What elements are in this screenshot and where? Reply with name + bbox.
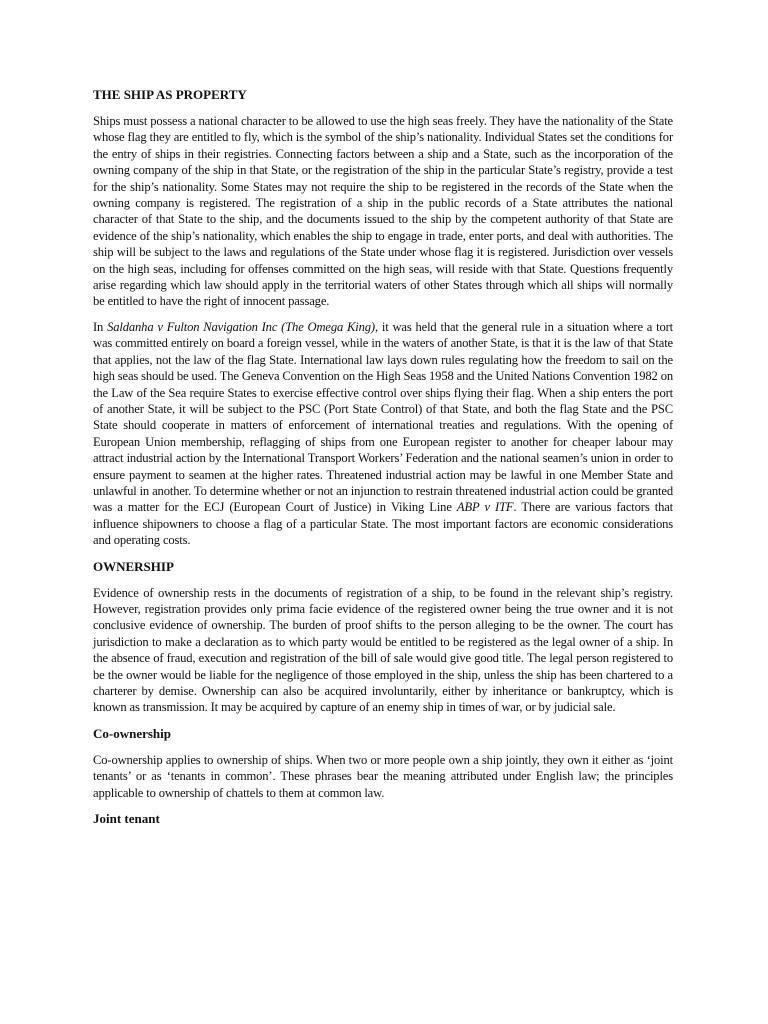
p2-suffix: . There are various factors that influence shipowners to choose a flag of a particular State. The most important factors are economic considerations and operating costs. [93, 500, 674, 548]
section-heading-ownership: OWNERSHIP [93, 558, 174, 574]
case-citation-omega-king: Saldanha v Fulton Navigation Inc (The Omega King) [107, 319, 375, 334]
section-title-ship-as-property: THE SHIP AS PROPERTY [93, 87, 247, 102]
case-citation-abp-itf: ABP v ITF [456, 500, 514, 515]
p2-body: , it was held that the general rule in a situation where a tort was committed entirely on board a foreign vessel, while in the waters of another State, is that it is the law of that State that applies, not the law of the flag State. International law lays down rules regulating how the freedom to sail on the high seas should be used. The Geneva Convention on the High Seas 1958 and the United Nations Convention 1982 on the Law of the Sea require States to exercise effective control over ships flying their flag. When a ship enters the port of another State, it will be subject to the PSC (Port State Control) of that State, and both the flag State and the PSC State should cooperate in matters of enforcement of international treaties and regulations. With the opening of European Union membership, reflagging of ships from one European register to another for cheaper labour may attract industrial action by the International Transport Workers’ Federation and the national seamen’s union in order to ensure payment to seamen at the higher rates. Threatened industrial action may be lawful in one Member State and unlawful in another. To determine whether or not an injunction to restrain threatened industrial action could be granted was a matter for the ECJ (European Court of Justice) in Viking Line [93, 319, 673, 515]
paragraph-national-character: Ships must possess a national character to be allowed to use the high seas freely. They have the nationality of the State whose flag they are entitled to fly, which is the symbol of the ship’s nationality. Individual States set the conditions for the entry of ships in their registries. Connecting factors between a ship and a State, such as the incorporation of the owning company of the ship in that State, or the registration of the ship in the particular State’s registry, provide a test for the ship’s nationality. Some States may not require the ship to be registered in the records of the State when the owning company is registered. The registration of a ship in the public records of a State attributes the national character of that State to the ship, and the documents issued to the ship by the competent authority of that State are evidence of the ship’s nationality, which enables the ship to engage in trade, enter ports, and deal with authorities. The ship will be subject to the laws and regulations of the State under whose flag it is registered. Jurisdiction over vessels on the high seas, including for offenses committed on the high seas, will reside with that State. Questions frequently arise regarding which law should apply in the territorial waters of other States through which all ships will normally be entitled to have the right of innocent passage. [93, 114, 673, 309]
document-page [93, 86, 673, 837]
paragraph-co-ownership: Co-ownership applies to ownership of ships. When two or more people own a ship jointly, they own it either as ‘joint tenants’ or as ‘tenants in common’. These phrases bear the meaning attributed under English law; the principles applicable to ownership of chattels to them at common law. [93, 752, 673, 800]
subheading-joint-tenant: Joint tenant [93, 811, 160, 827]
paragraph-ownership: Evidence of ownership rests in the documents of registration of a ship, to be found in the relevant ship’s registry. However, registration provides only prima facie evidence of the registered owner being the true owner and it is not conclusive evidence of ownership. The burden of proof shifts to the person alleging to be the owner. The court has jurisdiction to make a declaration as to which party would be entitled to be registered as the legal owner of a ship. In the absence of fraud, execution and registration of the bill of sale would give good title. The legal person registered to be the owner would be liable for the negligence of those employed in the ship, unless the ship has been chartered to a charterer by demise. Ownership can also be acquired involuntarily, either by inheritance or bankruptcy, which is known as transmission. It may be acquired by capture of an enemy ship in times of war, or by judicial sale. [93, 585, 673, 715]
p2-prefix: In [93, 319, 108, 334]
subheading-co-ownership: Co-ownership [93, 725, 172, 741]
paragraph-omega-king [93, 319, 673, 549]
